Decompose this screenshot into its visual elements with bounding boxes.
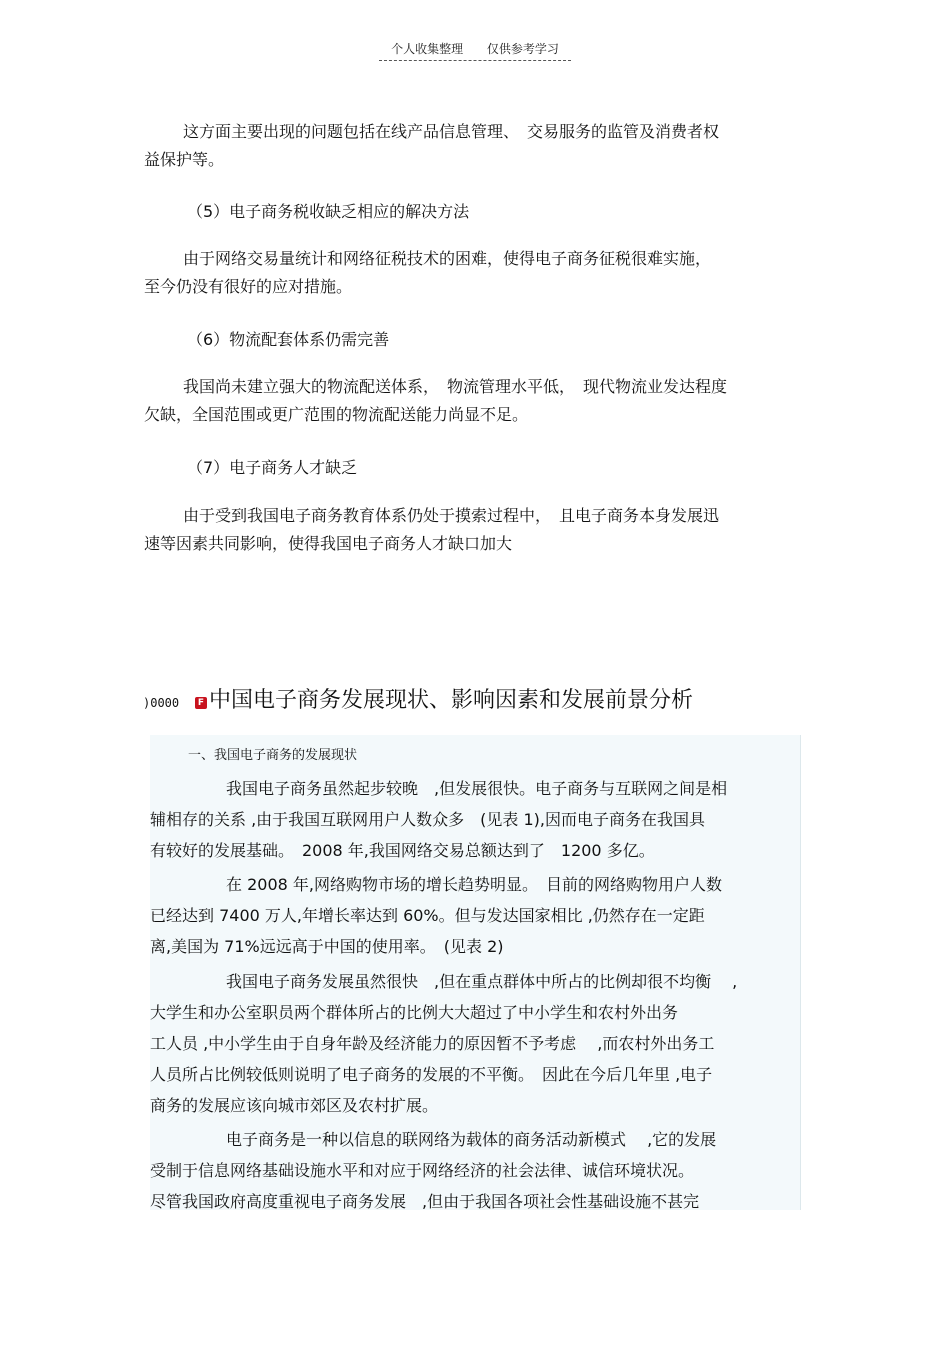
section-heading-7: （7）电子商务人才缺乏 (187, 458, 358, 477)
article-section-heading: 一、我国电子商务的发展现状 (188, 748, 358, 763)
paragraph-line: 工人员 ,中小学生由于自身年龄及经济能力的原因暂不予考虑 ,而农村外出务工 (150, 1034, 715, 1053)
article-paragraph-3 (150, 966, 800, 1121)
paragraph-text: 由于网络交易量统计和网络征税技术的困难，使得电子商务征税很难实施， (183, 249, 712, 268)
article-title-row (143, 686, 843, 716)
paragraph-line: 有较好的发展基础。 2008 年,我国网络交易总额达到了 1200 多亿。 (150, 841, 655, 860)
paragraph-line: 电子商务是一种以信息的联网络为载体的商务活动新模式 ,它的发展 (226, 1130, 717, 1149)
paragraph-text: 益保护等。 (144, 150, 225, 169)
section-heading-6: （6）物流配套体系仍需完善 (187, 330, 390, 349)
paragraph-text: 由于受到我国电子商务教育体系仍处于摸索过程中， 且电子商务本身发展迅 (183, 506, 720, 525)
paragraph-text: 我国尚未建立强大的物流配送体系， 物流管理水平低， 现代物流业发达程度 (183, 377, 728, 396)
paragraph-line: 商务的发展应该向城市郊区及农村扩展。 (150, 1096, 439, 1115)
header-right-text: 仅供参考学习 (486, 42, 559, 56)
paragraph-line: 我国电子商务虽然起步较晚 ,但发展很快。电子商务与互联网之间是相 (226, 779, 728, 798)
header-left-text: 个人收集整理 (391, 42, 464, 56)
article-paragraph-2 (150, 869, 800, 962)
article-paragraph-1 (150, 773, 800, 866)
article-content-box (150, 735, 801, 1210)
paragraph-line: 辅相存的关系 ,由于我国互联网用户人数众多 (见表 1),因而电子商务在我国具 (150, 810, 706, 829)
paragraph-line: 大学生和办公室职员两个群体所占的比例大大超过了中小学生和农村外出务 (150, 1003, 679, 1022)
paragraph-line: 人员所占比例较低则说明了电子商务的发展的不平衡。 因此在今后几年里 ,电子 (150, 1065, 713, 1084)
paragraph-text: 欠缺，全国范围或更广范围的物流配送能力尚显不足。 (144, 405, 529, 424)
article-paragraph-4 (150, 1124, 800, 1210)
title-prefix-text: )0000 (143, 696, 180, 710)
article-title: 中国电子商务发展现状、影响因素和发展前景分析 (209, 688, 694, 713)
paragraph-line: 我国电子商务发展虽然很快 ,但在重点群体中所占的比例却很不均衡 , (226, 972, 738, 991)
paragraph-text: 至今仍没有很好的应对措施。 (144, 277, 353, 296)
paragraph-line: 离,美国为 71%远远高于中国的使用率。 (见表 2) (150, 937, 504, 956)
paragraph-line: 受制于信息网络基础设施水平和对应于网络经济的社会法律、诚信环境状况。 (150, 1161, 695, 1180)
paragraph-text: 速等因素共同影响，使得我国电子商务人才缺口加大 (144, 534, 513, 553)
paragraph-line: 在 2008 年,网络购物市场的增长趋势明显。 目前的网络购物用户人数 (226, 875, 722, 894)
section-heading-5: （5）电子商务税收缺乏相应的解决方法 (187, 202, 470, 221)
paragraph-line: 已经达到 7400 万人,年增长率达到 60%。但与发达国家相比 ,仍然存在一定距 (150, 906, 705, 925)
paragraph-text: 这方面主要出现的问题包括在线产品信息管理、 交易服务的监管及消费者权 (183, 122, 720, 141)
page-header (0, 40, 950, 61)
pdf-icon: F (195, 697, 207, 709)
paragraph-line: 尽管我国政府高度重视电子商务发展 ,但由于我国各项社会性基础设施不甚完 (150, 1192, 700, 1210)
